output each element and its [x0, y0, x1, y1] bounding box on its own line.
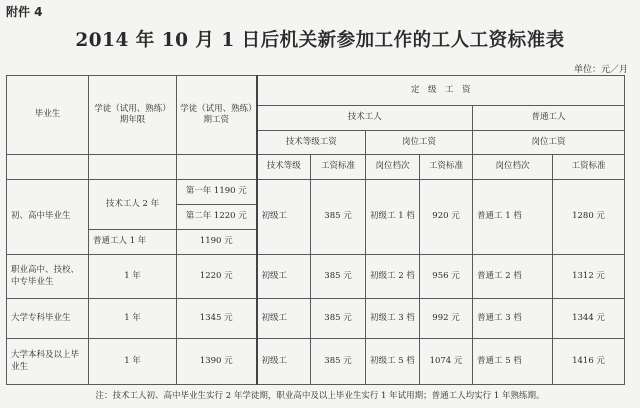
- cell-period: 1 年: [89, 339, 177, 385]
- cell-graduate: 大学本科及以上毕业生: [7, 339, 89, 385]
- cell-tech-post-wage: 992 元: [420, 299, 473, 339]
- table-row: [7, 255, 625, 299]
- cell-tech-grade: 初级工: [257, 180, 311, 255]
- header-empty-2: [89, 155, 177, 180]
- cell-ordinary-wage: 1190 元: [177, 230, 257, 255]
- cell-period: 1 年: [89, 255, 177, 299]
- cell-tech-grade: 初级工: [257, 299, 311, 339]
- table-row: [7, 339, 625, 385]
- cell-ordinary-post-wage: 1416 元: [553, 339, 625, 385]
- cell-tech-grade: 初级工: [257, 339, 311, 385]
- cell-tech-post-wage: 920 元: [420, 180, 473, 255]
- cell-tech-post-level: 初级工 3 档: [366, 299, 420, 339]
- header-post-wage-ordinary: 岗位工资: [473, 131, 625, 155]
- page-title: 2014 年 10 月 1 日后机关新参加工作的工人工资标准表: [75, 30, 565, 51]
- header-empty-1: [7, 155, 89, 180]
- header-post-level: 岗位档次: [366, 155, 420, 180]
- header-apprentice-period: 学徒（试用、熟练）期年限: [89, 76, 177, 155]
- header-post-level: 岗位档次: [473, 155, 553, 180]
- header-fixed-wage: 定 级 工 资: [257, 76, 625, 106]
- cell-tech-grade-wage: 385 元: [311, 299, 366, 339]
- cell-ordinary-post-level: 普通工 1 档: [473, 180, 553, 255]
- cell-ordinary-post-wage: 1344 元: [553, 299, 625, 339]
- cell-ordinary-post-wage: 1280 元: [553, 180, 625, 255]
- cell-wage: 1345 元: [177, 299, 257, 339]
- cell-tech-grade-wage: 385 元: [311, 180, 366, 255]
- cell-graduate: 初、高中毕业生: [7, 180, 89, 255]
- header-wage-standard: 工资标准: [311, 155, 366, 180]
- table-row: [7, 180, 625, 205]
- attachment-label: 附件 4: [6, 5, 43, 19]
- header-empty-3: [177, 155, 257, 180]
- cell-ordinary-post-level: 普通工 2 档: [473, 255, 553, 299]
- cell-tech-post-level: 初级工 5 档: [366, 339, 420, 385]
- wage-table: [6, 75, 625, 385]
- cell-tech-grade: 初级工: [257, 255, 311, 299]
- cell-ordinary-period: 普通工人 1 年: [89, 230, 177, 255]
- cell-period: 1 年: [89, 299, 177, 339]
- cell-ordinary-post-level: 普通工 5 档: [473, 339, 553, 385]
- table-row: [7, 299, 625, 339]
- header-technical-worker: 技术工人: [257, 106, 473, 131]
- cell-tech-period: 技术工人 2 年: [89, 180, 177, 230]
- cell-tech-post-level: 初级工 1 档: [366, 180, 420, 255]
- header-wage-standard: 工资标准: [420, 155, 473, 180]
- header-graduate: 毕业生: [7, 76, 89, 155]
- cell-tech-post-wage: 956 元: [420, 255, 473, 299]
- cell-wage: 1220 元: [177, 255, 257, 299]
- header-tech-grade-wage: 技术等级工资: [257, 131, 366, 155]
- header-ordinary-worker: 普通工人: [473, 106, 625, 131]
- cell-tech-post-wage: 1074 元: [420, 339, 473, 385]
- cell-graduate: 大学专科毕业生: [7, 299, 89, 339]
- cell-tech-wage-year2: 第二年 1220 元: [177, 205, 257, 230]
- cell-tech-post-level: 初级工 2 档: [366, 255, 420, 299]
- unit-label: 单位：元／月: [573, 65, 628, 75]
- cell-wage: 1390 元: [177, 339, 257, 385]
- header-wage-standard: 工资标准: [553, 155, 625, 180]
- cell-tech-grade-wage: 385 元: [311, 339, 366, 385]
- cell-ordinary-post-wage: 1312 元: [553, 255, 625, 299]
- header-post-wage-tech: 岗位工资: [366, 131, 473, 155]
- footnote: 注：技术工人初、高中毕业生实行 2 年学徒期，职业高中及以上毕业生实行 1 年试用期；普通工人均实行 1 年熟练期。: [95, 391, 545, 401]
- cell-tech-wage-year1: 第一年 1190 元: [177, 180, 257, 205]
- header-tech-grade: 技术等级: [257, 155, 311, 180]
- cell-ordinary-post-level: 普通工 3 档: [473, 299, 553, 339]
- cell-tech-grade-wage: 385 元: [311, 255, 366, 299]
- header-apprentice-wage: 学徒（试用、熟练）期工资: [177, 76, 257, 155]
- cell-graduate: 职业高中、技校、中专毕业生: [7, 255, 89, 299]
